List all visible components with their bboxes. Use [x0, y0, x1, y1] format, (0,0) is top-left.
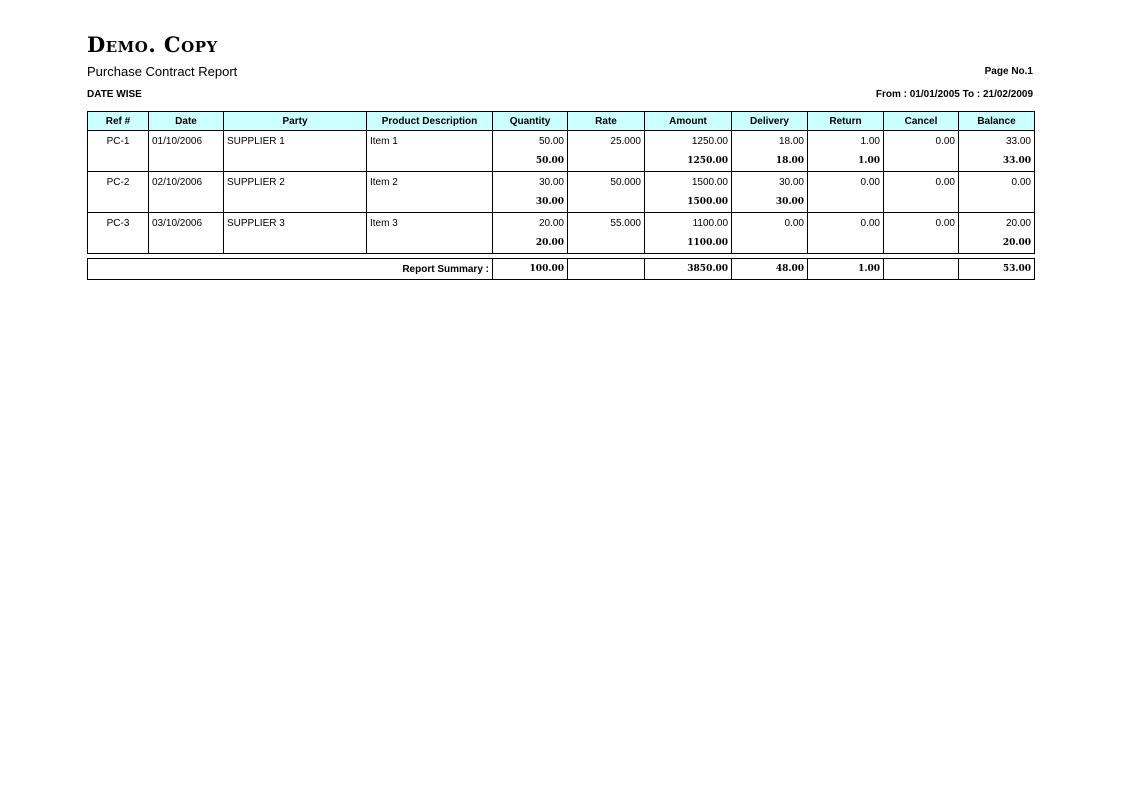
report-grouping: DATE WISE [87, 89, 142, 100]
table-row [88, 213, 1035, 234]
cell-party: SUPPLIER 2 [224, 172, 367, 193]
subtotal-return [808, 192, 884, 213]
cell-empty [568, 151, 645, 172]
summary-rate [568, 259, 645, 280]
column-header-rate: Rate [568, 112, 645, 131]
cell-rate: 50.000 [568, 172, 645, 193]
subtotal-return [808, 233, 884, 254]
subtotal-delivery: 30.00 [732, 192, 808, 213]
cell-product: Item 3 [367, 213, 493, 234]
table-subtotal-row [88, 151, 1035, 172]
subtotal-balance: 20.00 [959, 233, 1035, 254]
column-header-ref: Ref # [88, 112, 149, 131]
subtotal-delivery [732, 233, 808, 254]
cell-empty [88, 192, 149, 213]
column-header-balance: Balance [959, 112, 1035, 131]
cell-empty [224, 233, 367, 254]
subtotal-quantity: 20.00 [493, 233, 568, 254]
column-header-return: Return [808, 112, 884, 131]
cell-empty [149, 151, 224, 172]
date-range: From : 01/01/2005 To : 21/02/2009 [875, 89, 1033, 100]
subtotal-quantity: 30.00 [493, 192, 568, 213]
page-number: Page No.1 [984, 66, 1033, 77]
summary-return: 1.00 [808, 259, 884, 280]
cell-balance: 33.00 [959, 131, 1035, 152]
table-subtotal-row [88, 192, 1035, 213]
table-row [88, 172, 1035, 193]
column-header-product: Product Description [367, 112, 493, 131]
table-subtotal-row [88, 233, 1035, 254]
cell-empty [884, 151, 959, 172]
cell-date: 02/10/2006 [149, 172, 224, 193]
cell-amount: 1500.00 [645, 172, 732, 193]
cell-balance: 0.00 [959, 172, 1035, 193]
subtotal-amount: 1500.00 [645, 192, 732, 213]
cell-empty [367, 192, 493, 213]
cell-quantity: 50.00 [493, 131, 568, 152]
table-header-row [88, 112, 1035, 131]
cell-empty [884, 192, 959, 213]
cell-ref: PC-3 [88, 213, 149, 234]
subtotal-quantity: 50.00 [493, 151, 568, 172]
report-summary-row [88, 259, 1035, 280]
summary-cancel [884, 259, 959, 280]
cell-delivery: 30.00 [732, 172, 808, 193]
column-header-cancel: Cancel [884, 112, 959, 131]
cell-amount: 1100.00 [645, 213, 732, 234]
cell-empty [88, 233, 149, 254]
cell-date: 01/10/2006 [149, 131, 224, 152]
column-header-party: Party [224, 112, 367, 131]
cell-empty [367, 151, 493, 172]
column-header-amount: Amount [645, 112, 732, 131]
cell-return: 1.00 [808, 131, 884, 152]
cell-quantity: 20.00 [493, 213, 568, 234]
report-table [87, 111, 1035, 254]
cell-date: 03/10/2006 [149, 213, 224, 234]
cell-balance: 20.00 [959, 213, 1035, 234]
cell-delivery: 0.00 [732, 213, 808, 234]
cell-empty [568, 192, 645, 213]
report-title: Purchase Contract Report [87, 64, 238, 79]
cell-empty [224, 151, 367, 172]
report-summary-table [87, 258, 1035, 280]
cell-rate: 55.000 [568, 213, 645, 234]
cell-product: Item 1 [367, 131, 493, 152]
cell-empty [224, 192, 367, 213]
company-name: Demo. Copy [87, 32, 218, 57]
summary-quantity: 100.00 [493, 259, 568, 280]
column-header-date: Date [149, 112, 224, 131]
cell-amount: 1250.00 [645, 131, 732, 152]
subtotal-return: 1.00 [808, 151, 884, 172]
cell-empty [367, 233, 493, 254]
subtotal-delivery: 18.00 [732, 151, 808, 172]
cell-return: 0.00 [808, 213, 884, 234]
cell-delivery: 18.00 [732, 131, 808, 152]
cell-empty [884, 233, 959, 254]
cell-cancel: 0.00 [884, 213, 959, 234]
cell-empty [568, 233, 645, 254]
summary-label: Report Summary : [402, 263, 489, 275]
column-header-delivery: Delivery [732, 112, 808, 131]
summary-delivery: 48.00 [732, 259, 808, 280]
column-header-quantity: Quantity [493, 112, 568, 131]
cell-empty [149, 192, 224, 213]
summary-amount: 3850.00 [645, 259, 732, 280]
cell-empty [149, 233, 224, 254]
cell-party: SUPPLIER 3 [224, 213, 367, 234]
cell-empty [88, 151, 149, 172]
cell-ref: PC-1 [88, 131, 149, 152]
subtotal-balance [959, 192, 1035, 213]
cell-rate: 25.000 [568, 131, 645, 152]
cell-cancel: 0.00 [884, 131, 959, 152]
table-row [88, 131, 1035, 152]
cell-party: SUPPLIER 1 [224, 131, 367, 152]
cell-return: 0.00 [808, 172, 884, 193]
subtotal-amount: 1250.00 [645, 151, 732, 172]
subtotal-amount: 1100.00 [645, 233, 732, 254]
cell-product: Item 2 [367, 172, 493, 193]
cell-cancel: 0.00 [884, 172, 959, 193]
cell-ref: PC-2 [88, 172, 149, 193]
subtotal-balance: 33.00 [959, 151, 1035, 172]
summary-balance: 53.00 [959, 259, 1035, 280]
cell-quantity: 30.00 [493, 172, 568, 193]
